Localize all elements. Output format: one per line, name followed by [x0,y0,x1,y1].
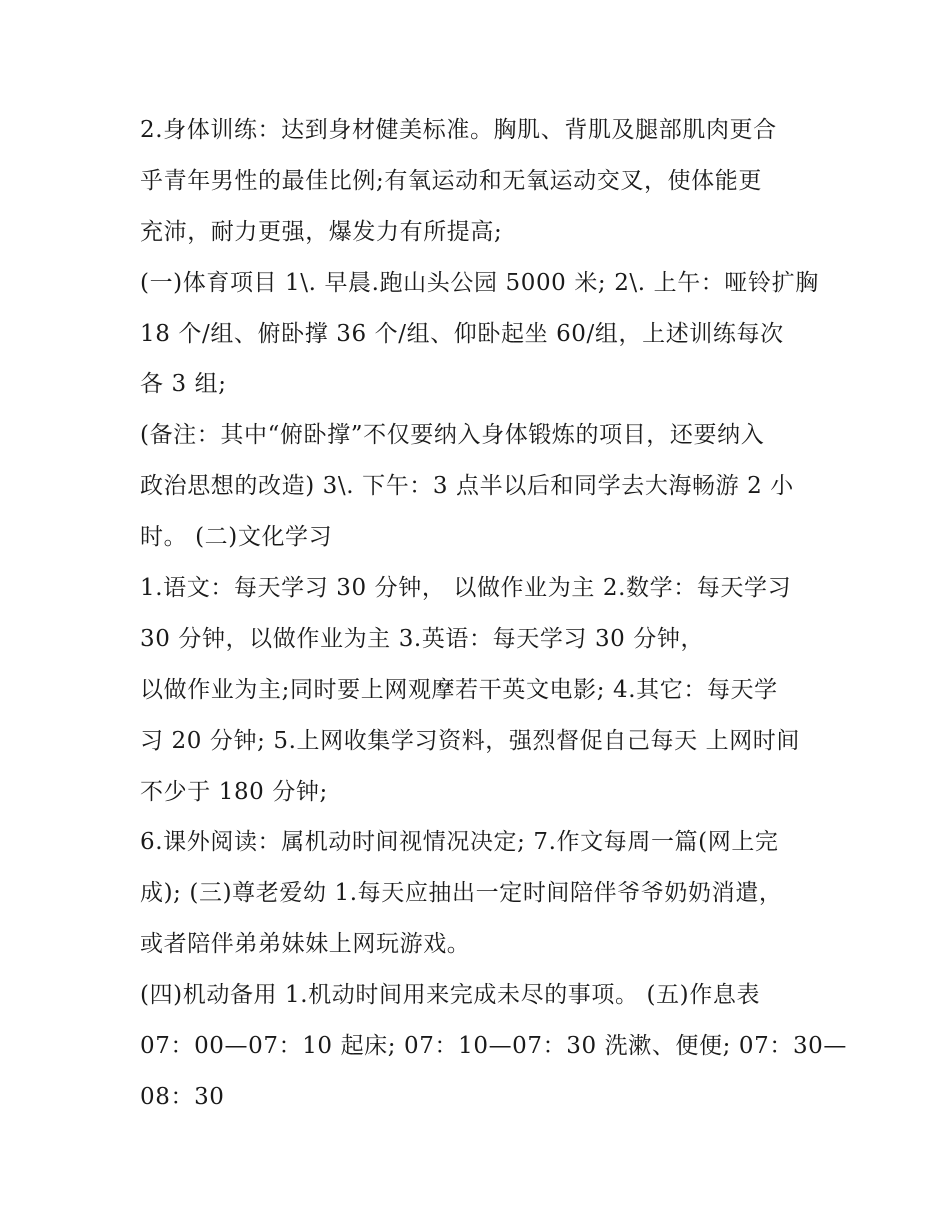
text-line: (备注：其中“俯卧撑”不仅要纳入身体锻炼的项目，还要纳入 [140,422,765,449]
text-line: 各 3 组; [140,371,227,398]
text-line: 30 分钟，以做作业为主 3.英语：每天学习 30 分钟， [140,625,705,652]
body-text [140,105,848,1123]
text-line: 成); (三)尊老爱幼 1.每天应抽出一定时间陪伴爷爷奶奶消遣， [140,880,783,907]
text-line: 07：00—07：10 起床; 07：10—07：30 洗漱、便便; 07：30— [140,1033,848,1060]
text-line: 以做作业为主;同时要上网观摩若干英文电影; 4.其它：每天学 [140,676,778,703]
text-line: 充沛，耐力更强，爆发力有所提高; [140,218,503,245]
text-line: 时。 (二)文化学习 [140,524,333,551]
text-line: 08：30 [140,1083,225,1110]
text-line: 6.课外阅读：属机动时间视情况决定; 7.作文每周一篇(网上完 [140,829,779,856]
text-line: 18 个/组、俯卧撑 36 个/组、仰卧起坐 60/组，上述训练每次 [140,320,784,347]
text-line: 2.身体训练：达到身材健美标准。胸肌、背肌及腿部肌肉更合 [140,117,777,143]
text-line: (四)机动备用 1.机动时间用来完成未尽的事项。 (五)作息表 [140,982,761,1009]
text-line: 1.语文：每天学习 30 分钟， 以做作业为主 2.数学：每天学习 [140,575,792,602]
text-line: 或者陪伴弟弟妹妹上网玩游戏。 [140,931,471,958]
text-line: (一)体育项目 1\. 早晨.跑山头公园 5000 米; 2\. 上午：哑铃扩胸 [140,269,819,296]
text-line: 乎青年男性的最佳比例;有氧运动和无氧运动交叉，使体能更 [140,167,762,194]
text-line: 政治思想的改造) 3\. 下午：3 点半以后和同学去大海畅游 2 小 [140,473,794,500]
text-line: 习 20 分钟; 5.上网收集学习资料，强烈督促自己每天 上网时间 [140,727,801,754]
text-line: 不少于 180 分钟; [140,778,328,805]
